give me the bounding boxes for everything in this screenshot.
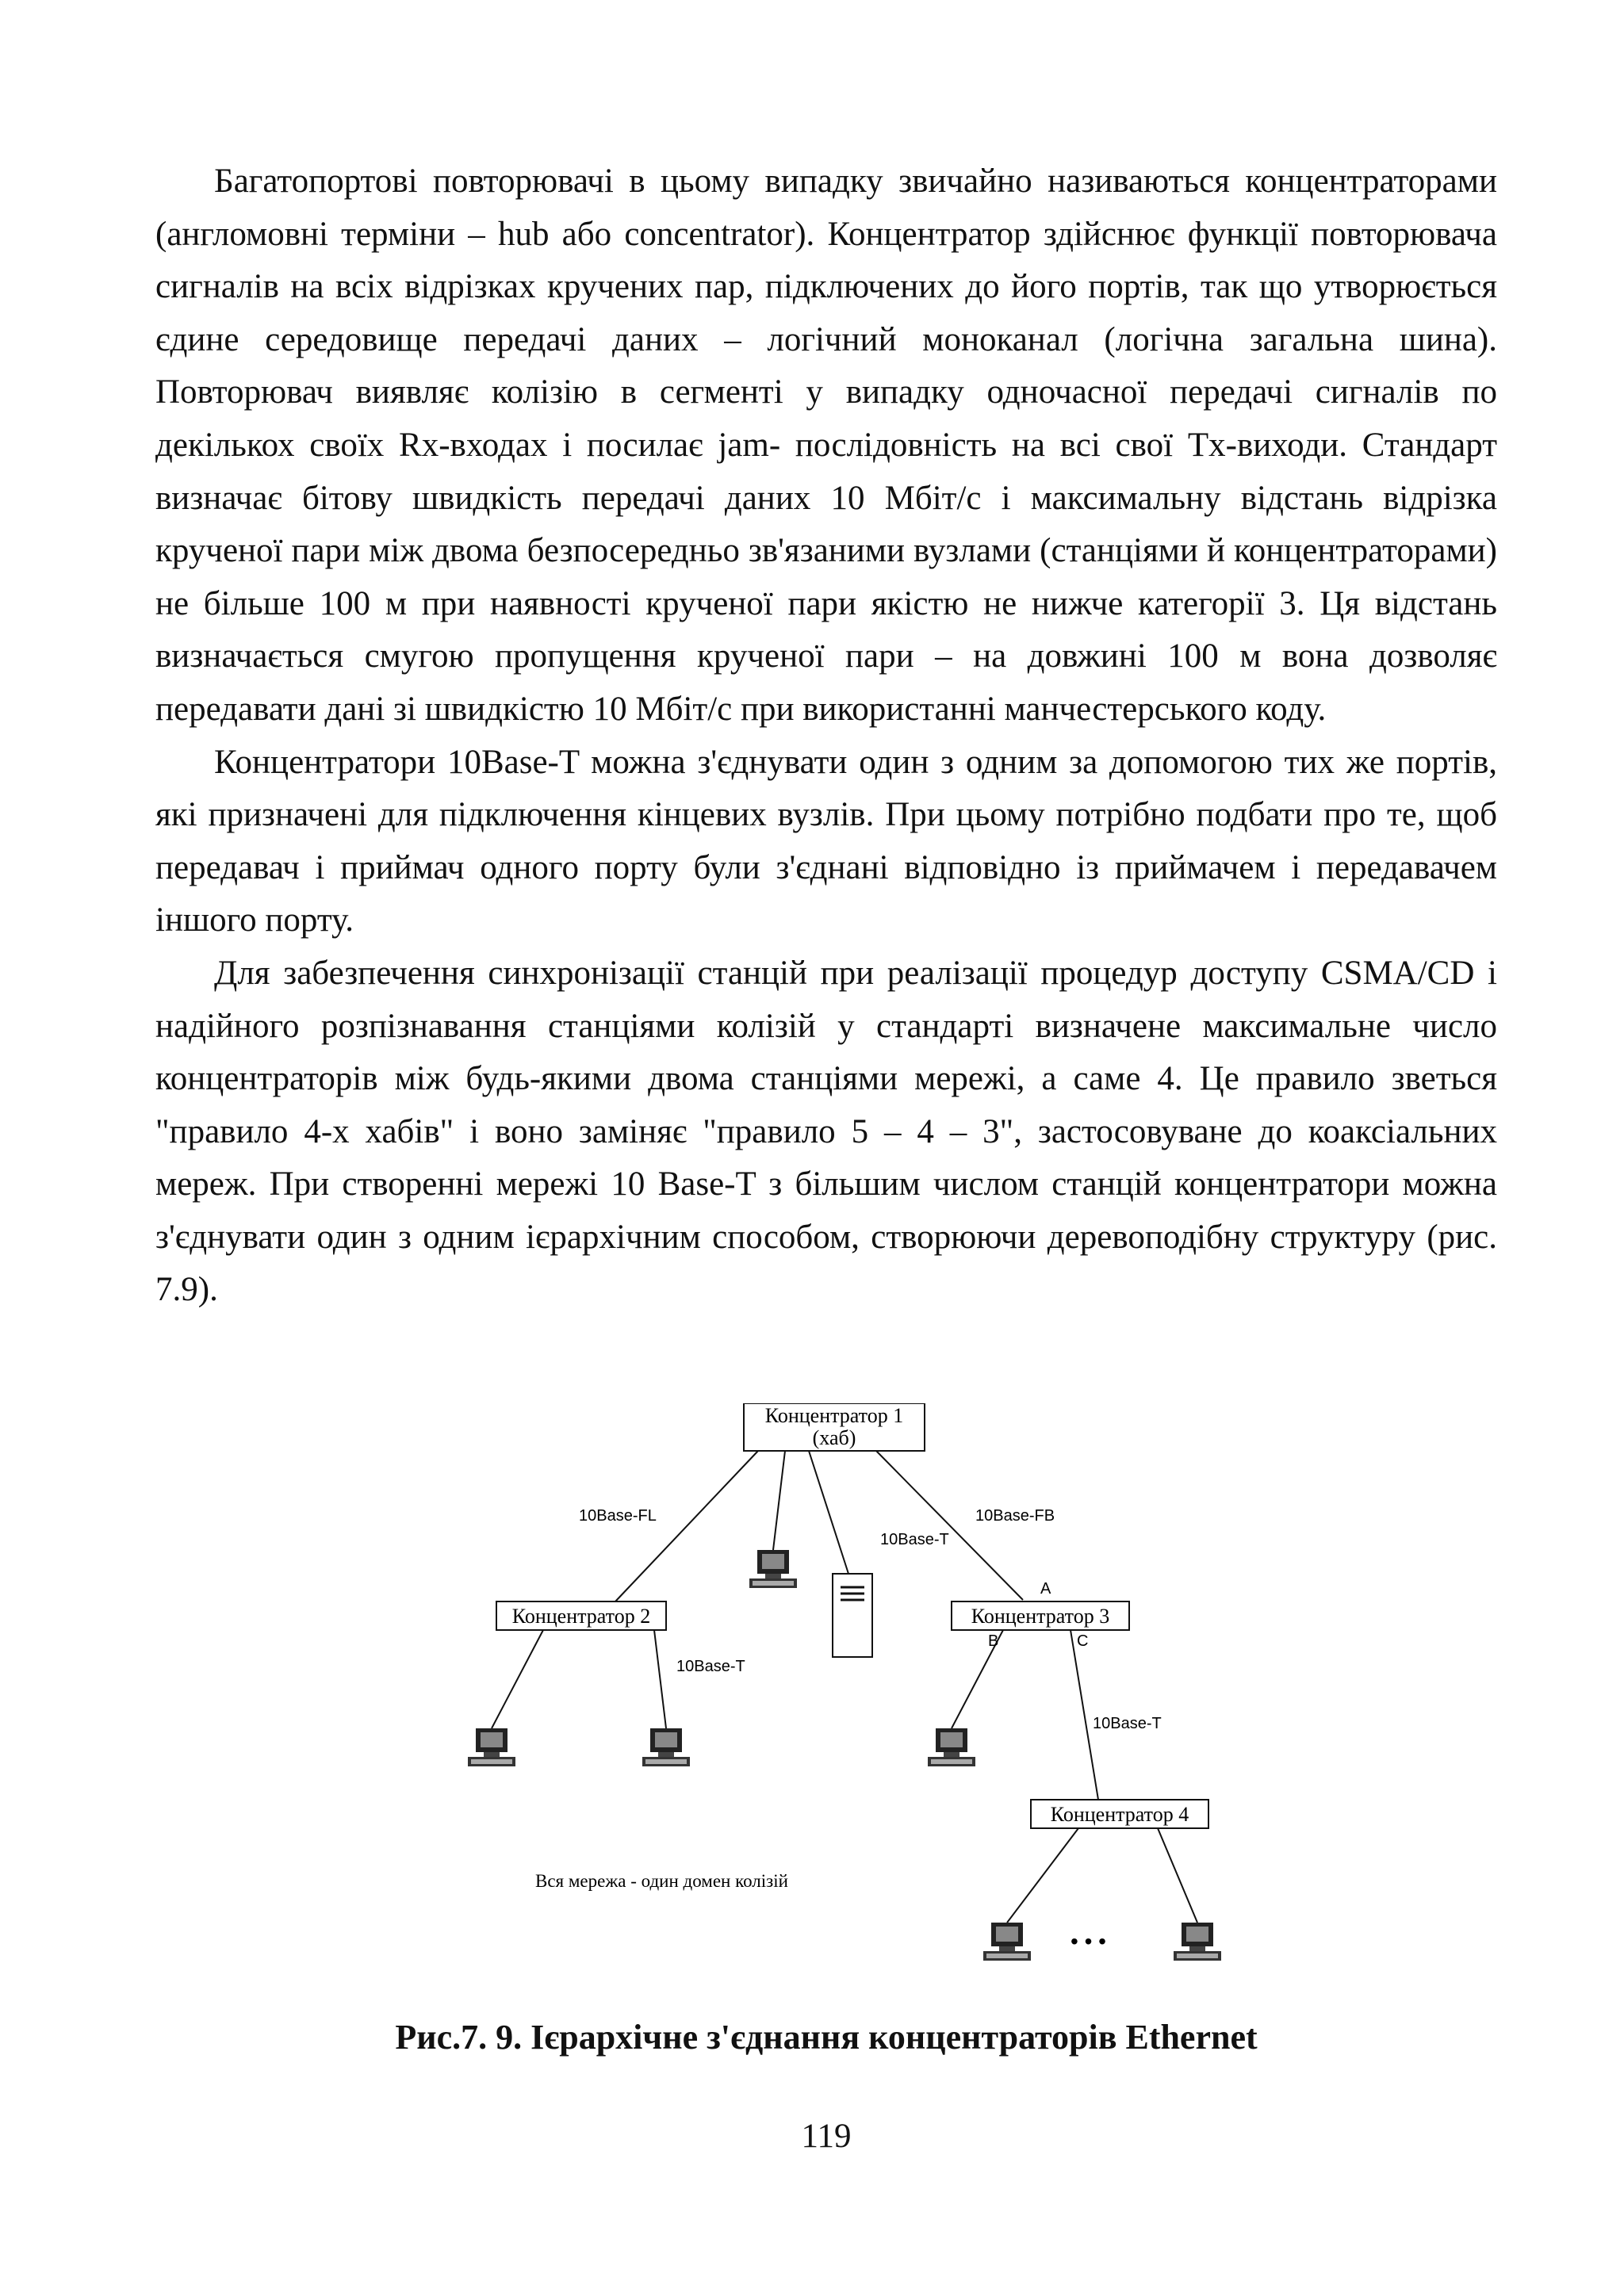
port-label-a: A (1040, 1580, 1051, 1598)
computer-icon (1174, 1923, 1221, 1961)
port-label-c: C (1077, 1632, 1089, 1650)
more-stations-ellipsis: • • • (1071, 1929, 1106, 1954)
page-number: 119 (801, 2118, 852, 2155)
hub-4-label: Концентратор 4 (1050, 1803, 1189, 1826)
link-label-10base-t-hub3: 10Base-T (1093, 1715, 1162, 1732)
paragraph-1: Багатопортові повторювачі в цьому випадку звичайно називаються концентраторами (англомовні терміни – hub або concentrator). Концентратор здійснює функції повторювача сигналів на всіх відрізках кручених пар, підключених до його портів, так що утворюється єдине середовище передачі даних – логічний моноканал (логічна загальна шина). Повторювач виявляє колізію в сегменті у випадку одночасної передачі сигналів по декількох своїх Rх-входах і посилає jam- послідовність на всі свої Tх-виходи. Стандарт визначає бітову швидкість передачі даних 10 Мбіт/с і максимальну відстань відрізка крученої пари між двома безпосередньо зв'язаними вузлами (станціями й концентраторами) не більше 100 м при наявності крученої пари якістю не нижче категорії 3. Ця відстань визначається смугою пропущення крученої пари – на довжині 100 м вона дозволяє передавати дані зі швидкістю 10 Мбіт/с при використанні манчестерського коду. (155, 163, 1497, 728)
link-hub1-hub2 (615, 1451, 758, 1601)
collision-domain-note: Вся мережа - один домен колізій (535, 1871, 788, 1891)
server-icon (833, 1574, 872, 1657)
link-hub2-pc-left (492, 1630, 543, 1728)
link-hub1-server (809, 1451, 848, 1574)
network-diagram-svg (444, 1403, 1237, 2006)
computer-icon (642, 1728, 690, 1766)
network-diagram (444, 1403, 1237, 2006)
hub-3 (952, 1601, 1129, 1630)
link-label-10base-t-center: 10Base-T (880, 1531, 949, 1548)
link-label-10base-fl: 10Base-FL (579, 1507, 657, 1525)
paragraph-2: Концентратори 10Base-T можна з'єднувати один з одним за допомогою тих же портів, які призначені для підключення кінцевих вузлів. При цьому потрібно подбати про те, щоб передавач і приймач одного порту були з'єднані відповідно із приймачем і передавачем іншого порту. (155, 743, 1497, 939)
figure-caption: Рис.7. 9. Ієрархічне з'єднання концентраторів Ethernet (395, 2018, 1258, 2057)
body-text (155, 155, 1497, 1317)
link-hub4-pc-right (1158, 1828, 1197, 1923)
hub-1-sublabel: (хаб) (812, 1426, 856, 1449)
computer-icon (749, 1550, 797, 1588)
port-label-b: B (988, 1632, 999, 1650)
link-hub1-hub3 (876, 1451, 1023, 1600)
hub-1 (744, 1403, 925, 1451)
link-label-10base-fb: 10Base-FB (975, 1507, 1055, 1525)
hub-2 (496, 1601, 666, 1630)
link-hub4-pc-left (1007, 1828, 1078, 1923)
link-hub2-pc-right (654, 1630, 666, 1728)
computer-icon (928, 1728, 975, 1766)
paragraph-3: Для забезпечення синхронізації станцій при реалізації процедур доступу CSMA/CD і надійного розпізнавання станціями колізій у стандарті визначене максимальне число концентраторів між будь-якими двома станціями мережі, а саме 4. Це правило зветься "правило 4-х хабів" і воно заміняє "правило 5 – 4 – 3", застосовуване до коаксіальних мереж. При створенні мережі 10 Base-T з більшим числом станцій концентратори можна з'єднувати один з одним ієрархічним способом, створюючи деревоподібну структуру (рис. 7.9). (155, 954, 1497, 1309)
hub-1-label: Концентратор 1 (764, 1404, 904, 1427)
computer-icon (983, 1923, 1031, 1961)
computer-icon (468, 1728, 515, 1766)
hub-2-label: Концентратор 2 (511, 1605, 651, 1628)
link-label-10base-t-hub2: 10Base-T (676, 1658, 745, 1675)
hub-3-label: Концентратор 3 (971, 1605, 1110, 1628)
link-hub1-pc (773, 1451, 785, 1550)
hub-4 (1031, 1800, 1208, 1828)
